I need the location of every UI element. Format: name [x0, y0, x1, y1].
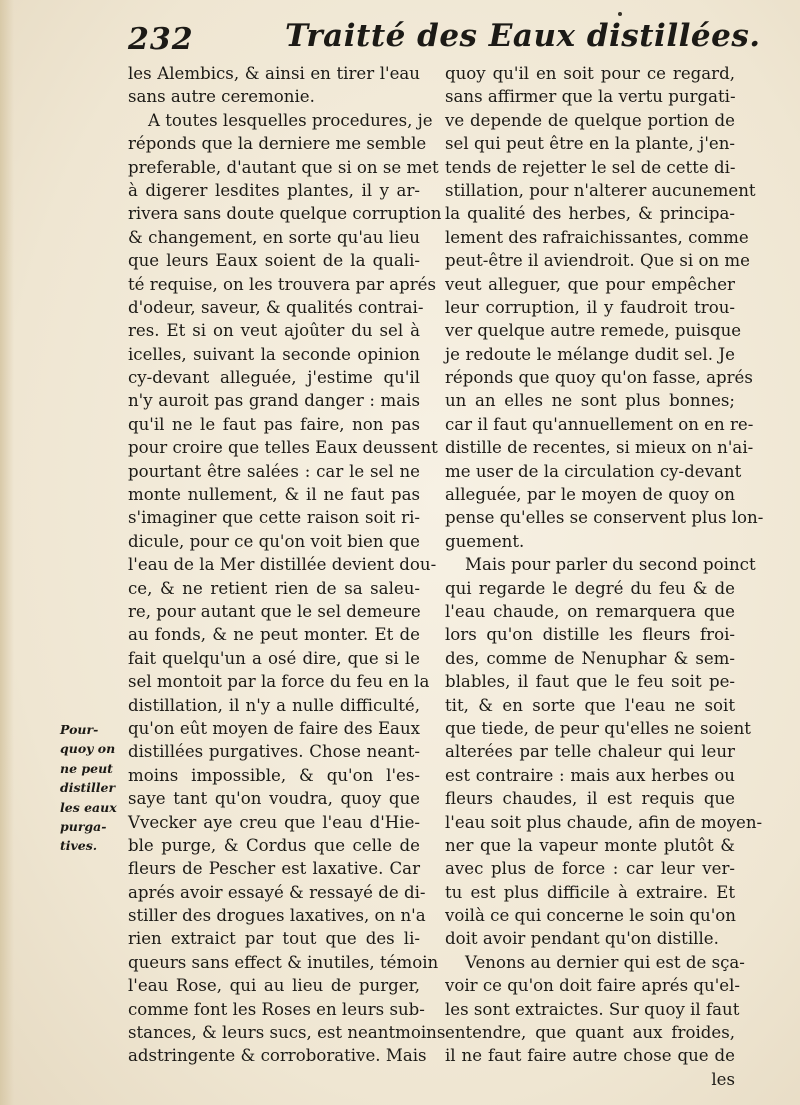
text-line: Mais pour parler du second poinct — [465, 555, 756, 575]
text-line: veut alleguer, que pour empêcher — [445, 274, 735, 294]
text-line: réponds que la derniere me semble — [128, 134, 427, 154]
text-line: que tiede, de peur qu'elles ne soient — [445, 718, 751, 738]
text-line: ce, & ne retient rien de sa saleu- — [128, 578, 420, 598]
text-line: l'eau chaude, on remarquera que — [445, 601, 735, 621]
text-line: sans autre ceremonie. — [128, 87, 315, 107]
text-line: rivera sans doute quelque corruption — [128, 204, 442, 224]
text-line: un an elles ne sont plus bonnes; — [445, 391, 735, 411]
text-line: à digerer lesdites plantes, il y ar- — [128, 180, 420, 200]
text-line: té requise, on les trouvera par aprés — [128, 274, 436, 294]
margin-note-line: tives. — [60, 838, 98, 854]
text-line: quoy qu'il en soit pour ce regard, — [445, 64, 735, 83]
text-line: ver quelque autre remede, puisque — [445, 321, 742, 341]
text-line: pourtant être salées : car le sel ne — [128, 461, 420, 481]
text-line: au fonds, & ne peut monter. Et de — [128, 625, 420, 645]
text-line: avec plus de force : car leur ver- — [445, 859, 735, 879]
text-line: distillées purgatives. Chose neant- — [128, 742, 420, 762]
text-line: la qualité des herbes, & principa- — [445, 204, 735, 224]
text-line: des, comme de Nenuphar & sem- — [445, 648, 735, 668]
text-line: alterées par telle chaleur qui leur — [445, 742, 735, 762]
text-line: ve depende de quelque portion de — [445, 110, 735, 130]
text-line: sans affirmer que la vertu purgati- — [445, 87, 736, 107]
text-line: comme font les Roses en leurs sub- — [128, 999, 425, 1019]
text-line: voir ce qu'on doit faire aprés qu'el- — [445, 976, 740, 996]
text-line: me user de la circulation cy-devant — [445, 461, 742, 481]
margin-note-line: Pour- — [60, 722, 99, 737]
text-line: voilà ce qui concerne le soin qu'on — [445, 906, 736, 926]
text-line: qu'il ne le faut pas faire, non pas — [128, 414, 420, 434]
text-line: & changement, en sorte qu'au lieu — [128, 227, 420, 247]
text-line: cy-devant alleguée, j'estime qu'il — [128, 368, 420, 388]
text-line: est contraire : mais aux herbes ou — [445, 765, 735, 785]
text-line: sel qui peut être en la plante, j'en- — [445, 134, 735, 154]
text-line: fleurs de Pescher est laxative. Car — [128, 859, 420, 879]
margin-note-line: purga- — [60, 819, 107, 835]
text-line: les sont extraictes. Sur quoy il faut — [445, 999, 740, 1019]
text-line: l'eau Rose, qui au lieu de purger, — [128, 976, 420, 996]
text-line: re, pour autant que le sel demeure — [128, 601, 421, 621]
text-column-right — [445, 62, 764, 1091]
text-line: alleguée, par le moyen de quoy on — [445, 485, 735, 505]
text-line: leur corruption, il y faudroit trou- — [445, 297, 735, 317]
text-line: les — [711, 1069, 735, 1089]
page-number: 232 — [128, 22, 194, 57]
text-line: rien extraict par tout que des li- — [128, 929, 420, 949]
text-line: tit, & en sorte que l'eau ne soit — [445, 695, 735, 715]
margin-note-line: quoy on — [60, 741, 116, 757]
text-line: Venons au dernier qui est de sça- — [465, 952, 745, 972]
margin-note-line: les eaux — [60, 799, 117, 815]
text-line: preferable, d'autant que si on se met — [128, 157, 439, 177]
text-line: blables, il faut que le feu soit pe- — [445, 672, 735, 692]
page-header — [0, 18, 800, 62]
text-line: n'y auroit pas grand danger : mais — [128, 391, 420, 411]
ink-speck — [618, 12, 622, 16]
text-line: je redoute le mélange dudit sel. Je — [445, 344, 735, 364]
text-line: tends de rejetter le sel de cette di- — [445, 157, 736, 177]
text-line: ner que la vapeur monte plutôt & — [445, 835, 735, 855]
text-line: moins impossible, & qu'on l'es- — [128, 765, 420, 785]
text-line: fait quelqu'un a osé dire, que si le — [128, 648, 420, 668]
text-line: stiller des drogues laxatives, on n'a — [128, 906, 426, 926]
margin-note — [60, 720, 122, 856]
text-line: fleurs chaudes, il est requis que — [445, 789, 735, 809]
text-line: doit avoir pendant qu'on distille. — [445, 929, 719, 949]
page-edge-shadow — [0, 0, 14, 1105]
text-line: Vvecker aye creu que l'eau d'Hie- — [128, 812, 420, 832]
text-line: distille de recentes, si mieux on n'ai- — [445, 438, 754, 458]
text-line: les Alembics, & ainsi en tirer l'eau — [128, 64, 420, 83]
text-line: qu'on eût moyen de faire des Eaux — [128, 718, 420, 738]
text-line: l'eau soit plus chaude, afin de moyen- — [445, 812, 763, 832]
text-line: lors qu'on distille les fleurs froi- — [445, 625, 735, 645]
margin-note-line: distiller — [60, 780, 116, 796]
text-line: saye tant qu'on voudra, quoy que — [128, 789, 420, 809]
text-line: res. Et si on veut ajoûter du sel à — [128, 321, 420, 341]
text-line: stances, & leurs sucs, est neantmoins — [128, 1023, 446, 1043]
text-line: icelles, suivant la seconde opinion — [128, 344, 420, 364]
text-line: sel montoit par la force du feu en la — [128, 672, 430, 692]
text-line: peut-être il aviendroit. Que si on me — [445, 251, 750, 271]
text-line: réponds que quoy qu'on fasse, aprés — [445, 368, 753, 388]
text-line: queurs sans effect & inutiles, témoin — [128, 952, 439, 972]
text-line: car il faut qu'annuellement on en re- — [445, 414, 754, 434]
text-line: monte nullement, & il ne faut pas — [128, 485, 420, 505]
text-line: qui regarde le degré du feu & de — [445, 578, 735, 598]
text-line: l'eau de la Mer distillée devient dou- — [128, 555, 437, 575]
text-line: distillation, il n'y a nulle difficulté, — [128, 695, 420, 715]
text-line: tu est plus difficile à extraire. Et — [445, 882, 735, 902]
text-line: A toutes lesquelles procedures, je — [148, 110, 433, 130]
text-line: ble purge, & Cordus que celle de — [128, 835, 420, 855]
text-line: guement. — [445, 531, 525, 551]
running-title: Traitté des Eaux distillées. — [285, 18, 761, 54]
text-line: aprés avoir essayé & ressayé de di- — [128, 882, 426, 902]
text-line: que leurs Eaux soient de la quali- — [128, 251, 420, 271]
text-line: adstringente & corroborative. Mais — [128, 1046, 427, 1066]
text-line: pour croire que telles Eaux deussent — [128, 438, 438, 458]
text-line: d'odeur, saveur, & qualités contrai- — [128, 297, 424, 317]
text-line: stillation, pour n'alterer aucunement — [445, 180, 756, 200]
text-line: entendre, que quant aux froides, — [445, 1023, 735, 1043]
text-line: s'imaginer que cette raison soit ri- — [128, 508, 420, 528]
text-column-left — [128, 62, 446, 1068]
margin-note-line: ne peut — [60, 760, 113, 776]
text-line: dicule, pour ce qu'on voit bien que — [128, 531, 420, 551]
text-line: lement des rafraichissantes, comme — [445, 227, 749, 247]
text-line: pense qu'elles se conservent plus lon- — [445, 508, 764, 528]
text-line: il ne faut faire autre chose que de — [445, 1046, 735, 1066]
